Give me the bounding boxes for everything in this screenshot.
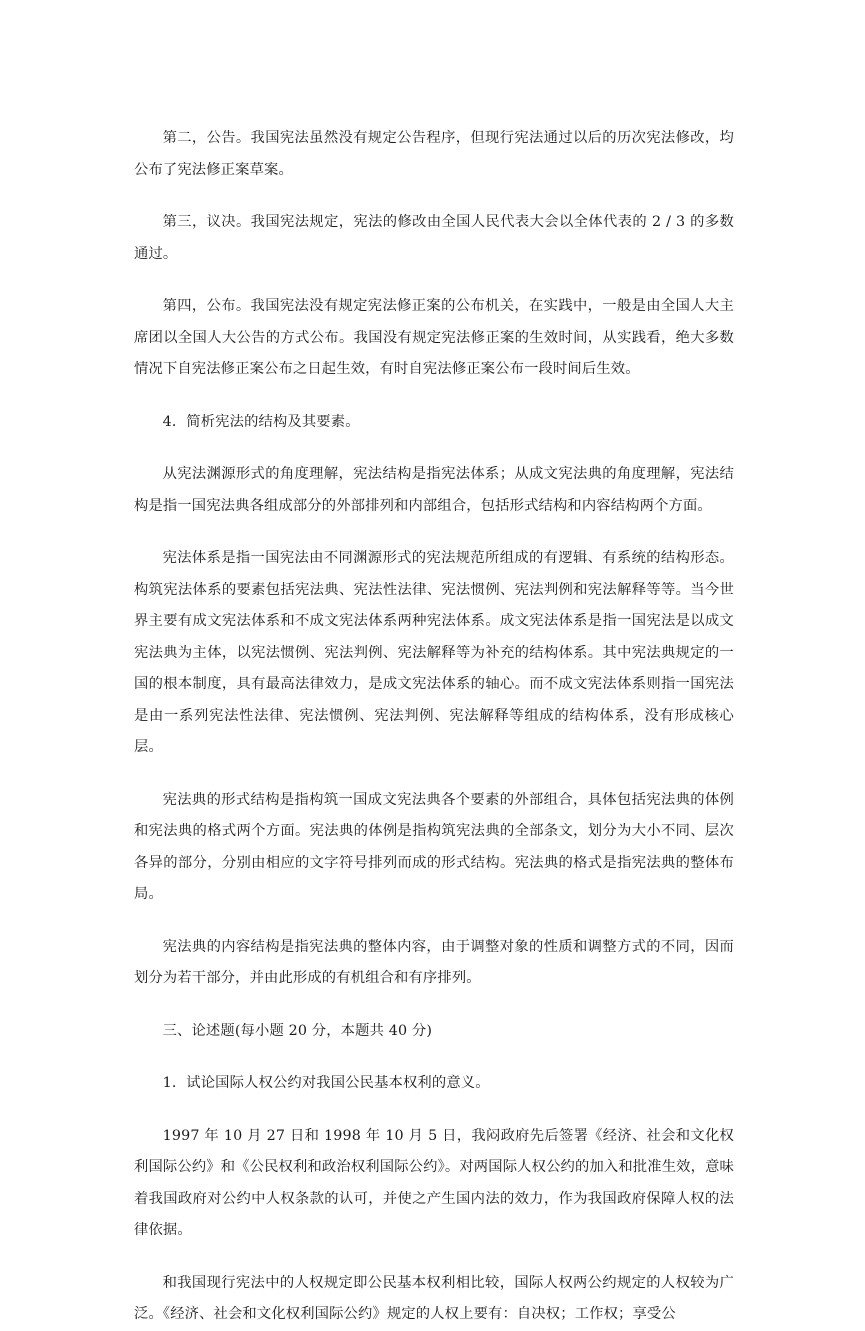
paragraph-constitution-system: 宪法体系是指一国宪法由不同渊源形式的宪法规范所组成的有逻辑、有系统的结构形态。构筑宪法体系的要素包括宪法典、宪法性法律、宪法惯例、宪法判例和宪法解释等等。当今世界主要有成文宪法体系和不成文宪法体系两种宪法体系。成文宪法体系是指一国宪法是以成文宪法典为主体，以宪法惯例、宪法判例、宪法解释等为补充的结构体系。其中宪法典规定的一国的根本制度，具有最高法律效力，是成文宪法体系的轴心。而不成文宪法体系则指一国宪法是由一系列宪法性法律、宪法惯例、宪法判例、宪法解释等组成的结构体系，没有形成核心层。	[134, 550, 734, 755]
paragraph-content-structure: 宪法典的内容结构是指宪法典的整体内容，由于调整对象的性质和调整方式的不同，因而划分为若干部分，并由此形成的有机组合和有序排列。	[134, 938, 734, 986]
paragraph-gap	[134, 522, 734, 543]
paragraph-gap	[134, 995, 734, 1016]
question-heading-4: 4．简析宪法的结构及其要素。	[162, 413, 360, 430]
paragraph-gap	[134, 186, 734, 207]
paragraph-gap	[134, 438, 734, 459]
paragraph-gap	[134, 1047, 734, 1068]
section-heading-essay: 三、论述题(每小题 20 分，本题共 40 分)	[162, 1022, 433, 1039]
paragraph-gap	[134, 1100, 734, 1121]
paragraph-covenants-signing: 1997 年 10 月 27 日和 1998 年 10 月 5 日，我闷政府先后签署《经济、社会和文化权利国际公约》和《公民权利和政治权利国际公约》。对两国际人权公约的加入和批准生效，意味着我国政府对公约中人权条款的认可，并使之产生国内法的效力，作为我国政府保障人权的法律依据。	[134, 1127, 734, 1238]
paragraph-gap	[134, 386, 734, 407]
paragraph-structure-overview: 从宪法渊源形式的角度理解，宪法结构是指宪法体系；从成文宪法典的角度理解，宪法结构是指一国宪法典各组成部分的外部排列和内部组合，包括形式结构和内容结构两个方面。	[134, 466, 734, 514]
paragraph-promulgation: 第四，公布。我国宪法没有规定宪法修正案的公布机关，在实践中，一般是由全国人大主席团以全国人大公告的方式公布。我国没有规定宪法修正案的生效时间，从实践看，绝大多数情况下自宪法修正案公布之日起生效，有时自宪法修正案公布一段时间后生效。	[134, 298, 734, 377]
paragraph-gap	[134, 1247, 734, 1268]
paragraph-announcement: 第二，公告。我国宪法虽然没有规定公告程序，但现行宪法通过以后的历次宪法修改，均公布了宪法修正案草案。	[134, 130, 734, 178]
question-heading-1: 1．试论国际人权公约对我国公民基本权利的意义。	[162, 1075, 490, 1091]
paragraph-formal-structure: 宪法典的形式结构是指构筑一国成文宪法典各个要素的外部组合，具体包括宪法典的体例和宪法典的格式两个方面。宪法典的体例是指构筑宪法典的全部条文，划分为大小不同、层次各异的部分，分别由相应的文字符号排列而成的形式结构。宪法典的格式是指宪法典的整体布局。	[134, 791, 734, 902]
paragraph-gap	[134, 764, 734, 785]
paragraph-resolution: 第三，议决。我国宪法规定，宪法的修改由全国人民代表大会以全体代表的 2 / 3 的多数通过。	[134, 214, 734, 262]
paragraph-rights-comparison: 和我国现行宪法中的人权规定即公民基本权利相比较，国际人权两公约规定的人权较为广泛。《经济、社会和文化权利国际公约》规定的人权上要有：自决权；工作权；享受公	[134, 1274, 734, 1322]
paragraph-gap	[134, 911, 734, 932]
paragraph-gap	[134, 270, 734, 291]
